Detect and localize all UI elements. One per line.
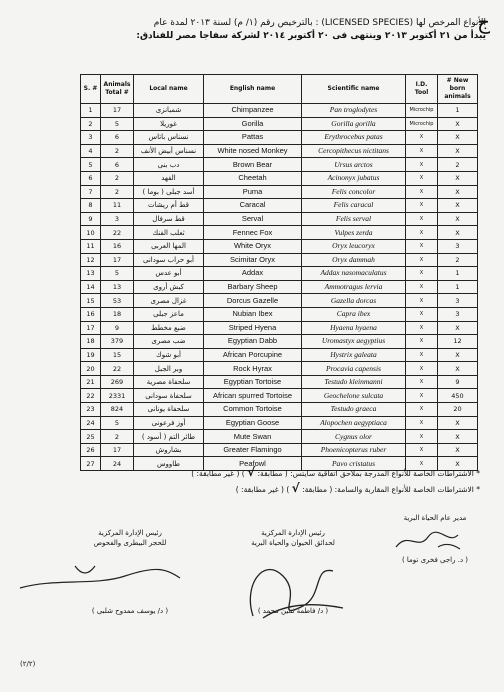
cell-sno: 9: [81, 212, 101, 226]
cell-english-name: Chimpanzee: [204, 104, 302, 118]
cell-english-name: Nubian Ibex: [204, 307, 302, 321]
cell-id-tool: Microchip: [406, 117, 438, 131]
cell-local-name: سلحفاة سودانى: [134, 389, 204, 403]
cell-id-tool: X: [406, 253, 438, 267]
cell-sno: 13: [81, 267, 101, 281]
cell-id-tool: X: [406, 199, 438, 213]
cell-scientific-name: Alopochen aegyptiaca: [302, 416, 406, 430]
table-row: [81, 294, 478, 308]
signer-title: رئيس الإدارة المركزية: [98, 529, 162, 537]
cell-sno: 20: [81, 362, 101, 376]
table-row: [81, 389, 478, 403]
cell-id-tool: X: [406, 131, 438, 145]
cell-scientific-name: Addax nasomaculatus: [302, 267, 406, 281]
cell-animals-total: 24: [101, 457, 134, 471]
cell-id-tool: X: [406, 280, 438, 294]
cell-animals-total: 2: [101, 171, 134, 185]
cell-english-name: Serval: [204, 212, 302, 226]
cell-local-name: سلحفاة مصرية: [134, 375, 204, 389]
cell-id-tool: X: [406, 239, 438, 253]
cell-english-name: Barbary Sheep: [204, 280, 302, 294]
cell-newborn: X: [438, 185, 478, 199]
cell-local-name: طاووس: [134, 457, 204, 471]
cell-local-name: غوريلا: [134, 117, 204, 131]
cell-sno: 14: [81, 280, 101, 294]
cell-english-name: Striped Hyena: [204, 321, 302, 335]
table-row: [81, 335, 478, 349]
handwritten-signature: [388, 527, 478, 555]
cell-newborn: X: [438, 416, 478, 430]
cell-local-name: ماعز جبلى: [134, 307, 204, 321]
cell-animals-total: 5: [101, 267, 134, 281]
cell-english-name: White Oryx: [204, 239, 302, 253]
cell-sno: 1: [81, 104, 101, 118]
cell-sno: 17: [81, 321, 101, 335]
table-row: [81, 348, 478, 362]
cell-id-tool: X: [406, 389, 438, 403]
table-row: [81, 171, 478, 185]
cell-sno: 6: [81, 171, 101, 185]
cell-newborn: X: [438, 171, 478, 185]
cell-scientific-name: Cercopithecus nictitans: [302, 144, 406, 158]
cell-newborn: 1: [438, 267, 478, 281]
cell-local-name: سلحفاة يونانى: [134, 403, 204, 417]
cell-english-name: African spurred Tortoise: [204, 389, 302, 403]
note-similar: * الاشتراطات الخاصة للأنواع المقاربة والسامة: ( مطابقة: √ ) ( غير مطابقة: ): [235, 481, 480, 495]
cell-scientific-name: Phoenicopterus ruber: [302, 443, 406, 457]
cell-newborn: X: [438, 321, 478, 335]
cell-local-name: طائر التم ( أسود ): [134, 430, 204, 444]
cell-newborn: X: [438, 117, 478, 131]
checkmark-icon: √: [247, 465, 256, 479]
table-row: [81, 199, 478, 213]
cell-newborn: X: [438, 457, 478, 471]
cell-sno: 23: [81, 403, 101, 417]
col-header-scientific-name: Scientific name: [302, 75, 406, 104]
table-row: [81, 280, 478, 294]
cell-animals-total: 22: [101, 362, 134, 376]
table-row: [81, 185, 478, 199]
cell-sno: 24: [81, 416, 101, 430]
header-line-2: يبدأ من ٢١ أكتوبر ٢٠١٣ وينتهى فى ٢٠ أكتوبر ٢٠١٤ لشركة سفاجا مصر للفنادق:: [136, 31, 486, 41]
cell-id-tool: X: [406, 144, 438, 158]
signature-block-wildlife-director: [380, 513, 490, 565]
cell-scientific-name: Hystrix galeata: [302, 348, 406, 362]
cell-animals-total: 17: [101, 104, 134, 118]
cell-english-name: Dorcus Gazelle: [204, 294, 302, 308]
cell-id-tool: Microchip: [406, 104, 438, 118]
checkmark-icon: √: [291, 481, 300, 495]
cell-english-name: Brown Bear: [204, 158, 302, 172]
cell-local-name: الفهد: [134, 171, 204, 185]
cell-sno: 18: [81, 335, 101, 349]
cell-local-name: غزال مصرى: [134, 294, 204, 308]
table-row: [81, 239, 478, 253]
cell-english-name: Rock Hyrax: [204, 362, 302, 376]
cell-english-name: African Porcupine: [204, 348, 302, 362]
cell-newborn: X: [438, 362, 478, 376]
cell-english-name: Cheetah: [204, 171, 302, 185]
cell-local-name: المها العربى: [134, 239, 204, 253]
cell-sno: 5: [81, 158, 101, 172]
cell-id-tool: X: [406, 403, 438, 417]
cell-id-tool: X: [406, 212, 438, 226]
cell-animals-total: 22: [101, 226, 134, 240]
cell-sno: 2: [81, 117, 101, 131]
cell-animals-total: 2: [101, 144, 134, 158]
cell-sno: 3: [81, 131, 101, 145]
cell-animals-total: 5: [101, 416, 134, 430]
conditions-notes: [120, 465, 480, 497]
cell-id-tool: X: [406, 321, 438, 335]
cell-sno: 19: [81, 348, 101, 362]
table-row: [81, 117, 478, 131]
cell-local-name: وبر الجبل: [134, 362, 204, 376]
cell-sno: 21: [81, 375, 101, 389]
cell-animals-total: 379: [101, 335, 134, 349]
table-row: [81, 416, 478, 430]
cell-animals-total: 269: [101, 375, 134, 389]
cell-animals-total: 2: [101, 185, 134, 199]
cell-animals-total: 13: [101, 280, 134, 294]
cell-id-tool: X: [406, 307, 438, 321]
cell-english-name: White nosed Monkey: [204, 144, 302, 158]
cell-scientific-name: Felis caracal: [302, 199, 406, 213]
cell-scientific-name: Acinonyx jubatus: [302, 171, 406, 185]
cell-id-tool: X: [406, 158, 438, 172]
cell-animals-total: 6: [101, 131, 134, 145]
cell-id-tool: X: [406, 171, 438, 185]
cell-english-name: Egyptian Dabb: [204, 335, 302, 349]
cell-local-name: نسناس أبيض الأنف: [134, 144, 204, 158]
table-row: [81, 403, 478, 417]
signer-title: مدير عام الحياة البرية: [403, 514, 467, 522]
cell-sno: 16: [81, 307, 101, 321]
table-row: [81, 104, 478, 118]
cell-scientific-name: Testudo graeca: [302, 403, 406, 417]
cell-scientific-name: Oryx leucoryx: [302, 239, 406, 253]
cell-scientific-name: Felis serval: [302, 212, 406, 226]
cell-local-name: قط أم ريشات: [134, 199, 204, 213]
cell-local-name: بشاروش: [134, 443, 204, 457]
signer-name: ( د/ يوسف ممدوح شلبى ): [91, 607, 169, 615]
species-table: [80, 74, 478, 471]
cell-scientific-name: Ammotragus lervia: [302, 280, 406, 294]
cell-english-name: Egyptian Goose: [204, 416, 302, 430]
cell-scientific-name: Gorilla gorilla: [302, 117, 406, 131]
cell-sno: 25: [81, 430, 101, 444]
cell-newborn: 450: [438, 389, 478, 403]
cell-english-name: Caracal: [204, 199, 302, 213]
cell-newborn: 1: [438, 104, 478, 118]
table-row: [81, 226, 478, 240]
cell-scientific-name: Felis concolor: [302, 185, 406, 199]
cell-english-name: Peafowl: [204, 457, 302, 471]
cell-newborn: 3: [438, 239, 478, 253]
cell-animals-total: 824: [101, 403, 134, 417]
table-row: [81, 321, 478, 335]
cell-sno: 12: [81, 253, 101, 267]
table-row: [81, 131, 478, 145]
cell-scientific-name: Testudo kleinmanni: [302, 375, 406, 389]
cell-newborn: X: [438, 443, 478, 457]
cell-id-tool: X: [406, 430, 438, 444]
col-header-newborn: # New born animals: [438, 75, 478, 104]
cell-local-name: أبو عدس: [134, 267, 204, 281]
corner-handwritten-mark: ج: [477, 10, 490, 34]
cell-local-name: أبو حراب سودانى: [134, 253, 204, 267]
cell-english-name: Pattas: [204, 131, 302, 145]
table-header-row: [81, 75, 478, 104]
cell-sno: 10: [81, 226, 101, 240]
document-header: [14, 17, 486, 43]
cell-newborn: 1: [438, 280, 478, 294]
note-cites: * الاشتراطات الخاصة للأنواع المدرجة بملاحق اتفاقية سايتس: ( مطابقة: √ ) ( غير مطابقة: ): [191, 465, 480, 479]
cell-local-name: أوز فرعونى: [134, 416, 204, 430]
cell-scientific-name: Vulpes zerda: [302, 226, 406, 240]
cell-animals-total: 18: [101, 307, 134, 321]
cell-english-name: Scimitar Oryx: [204, 253, 302, 267]
table-row: [81, 158, 478, 172]
header-line-1: الأنواع المرخص لها (LICENSED SPECIES) : بالترخيص رقم (١/ م) لسنة ٢٠١٣ لمدة عام: [153, 18, 486, 28]
cell-animals-total: 3: [101, 212, 134, 226]
table-row: [81, 307, 478, 321]
cell-english-name: Addax: [204, 267, 302, 281]
cell-sno: 4: [81, 144, 101, 158]
col-header-english-name: English name: [204, 75, 302, 104]
cell-animals-total: 53: [101, 294, 134, 308]
cell-newborn: 2: [438, 253, 478, 267]
cell-newborn: 12: [438, 335, 478, 349]
cell-scientific-name: Pavo cristatus: [302, 457, 406, 471]
cell-animals-total: 9: [101, 321, 134, 335]
signature-block-zoo-wildlife: [228, 528, 358, 616]
table-row: [81, 144, 478, 158]
cell-sno: 8: [81, 199, 101, 213]
cell-scientific-name: Uromastyx aegyptius: [302, 335, 406, 349]
cell-id-tool: X: [406, 416, 438, 430]
table-row: [81, 430, 478, 444]
cell-newborn: X: [438, 199, 478, 213]
table-row: [81, 443, 478, 457]
cell-scientific-name: Procavia capensis: [302, 362, 406, 376]
cell-newborn: 9: [438, 375, 478, 389]
cell-newborn: X: [438, 226, 478, 240]
cell-sno: 27: [81, 457, 101, 471]
signer-title-2: لحدائق الحيوان والحياة البرية: [251, 539, 335, 547]
cell-scientific-name: Erythrocebus patas: [302, 131, 406, 145]
note-similar-tail: ) ( غير مطابقة: ): [235, 485, 290, 494]
col-header-id-tool: I.D. Tool: [406, 75, 438, 104]
cell-english-name: Common Tortoise: [204, 403, 302, 417]
cell-animals-total: 16: [101, 239, 134, 253]
cell-newborn: X: [438, 430, 478, 444]
cell-animals-total: 17: [101, 253, 134, 267]
signer-name: ( د. راجى فخرى توما ): [401, 556, 469, 564]
cell-english-name: Fennec Fox: [204, 226, 302, 240]
cell-id-tool: X: [406, 375, 438, 389]
cell-animals-total: 11: [101, 199, 134, 213]
cell-sno: 22: [81, 389, 101, 403]
cell-sno: 15: [81, 294, 101, 308]
cell-animals-total: 5: [101, 117, 134, 131]
cell-animals-total: 15: [101, 348, 134, 362]
cell-newborn: 2: [438, 158, 478, 172]
cell-local-name: دب بنى: [134, 158, 204, 172]
cell-local-name: ضب مصرى: [134, 335, 204, 349]
cell-local-name: كبش أروى: [134, 280, 204, 294]
signer-title-2: للحجر البيطرى والفحوص: [93, 539, 167, 547]
table-row: [81, 375, 478, 389]
cell-local-name: قط سرفال: [134, 212, 204, 226]
table-row: [81, 212, 478, 226]
cell-newborn: X: [438, 131, 478, 145]
col-header-animals-total: Animals Total #: [101, 75, 134, 104]
signer-name: ( د/ فاطمة ثمين محمد ): [257, 607, 329, 615]
cell-english-name: Egyptian Tortoise: [204, 375, 302, 389]
cell-scientific-name: Geochelone sulcata: [302, 389, 406, 403]
cell-id-tool: X: [406, 294, 438, 308]
cell-id-tool: X: [406, 226, 438, 240]
cell-local-name: أسد جبلى ( بوما ): [134, 185, 204, 199]
cell-newborn: X: [438, 348, 478, 362]
col-header-sno: S. #: [81, 75, 101, 104]
table-row: [81, 253, 478, 267]
cell-english-name: Greater Flamingo: [204, 443, 302, 457]
cell-animals-total: 6: [101, 158, 134, 172]
cell-english-name: Puma: [204, 185, 302, 199]
cell-english-name: Mute Swan: [204, 430, 302, 444]
note-similar-text: الاشتراطات الخاصة للأنواع المقاربة والسامة: ( مطابقة:: [302, 485, 474, 494]
cell-scientific-name: Cygnus olor: [302, 430, 406, 444]
cell-scientific-name: Ursus arctos: [302, 158, 406, 172]
cell-scientific-name: Hyaena hyaena: [302, 321, 406, 335]
cell-scientific-name: Oryx dammah: [302, 253, 406, 267]
signature-block-vet-quarantine: [70, 528, 190, 616]
col-header-local-name: Local name: [134, 75, 204, 104]
cell-id-tool: X: [406, 362, 438, 376]
cell-id-tool: X: [406, 335, 438, 349]
cell-animals-total: 2331: [101, 389, 134, 403]
cell-id-tool: X: [406, 267, 438, 281]
cell-newborn: 3: [438, 307, 478, 321]
cell-scientific-name: Pan troglodytes: [302, 104, 406, 118]
cell-sno: 11: [81, 239, 101, 253]
cell-scientific-name: Gazella dorcas: [302, 294, 406, 308]
cell-newborn: X: [438, 144, 478, 158]
cell-local-name: نسناس باتاس: [134, 131, 204, 145]
cell-sno: 26: [81, 443, 101, 457]
cell-id-tool: X: [406, 457, 438, 471]
table-row: [81, 267, 478, 281]
cell-newborn: 3: [438, 294, 478, 308]
cell-animals-total: 17: [101, 443, 134, 457]
cell-newborn: X: [438, 212, 478, 226]
cell-local-name: شمبانزى: [134, 104, 204, 118]
cell-id-tool: X: [406, 443, 438, 457]
cell-animals-total: 2: [101, 430, 134, 444]
signer-title: رئيس الإدارة المركزية: [261, 529, 325, 537]
cell-newborn: 20: [438, 403, 478, 417]
handwritten-signature: [233, 546, 353, 626]
cell-scientific-name: Capra ibex: [302, 307, 406, 321]
cell-id-tool: X: [406, 348, 438, 362]
handwritten-signature: [15, 558, 185, 598]
note-cites-tail: ) ( غير مطابقة: ): [191, 469, 245, 478]
note-cites-text: الاشتراطات الخاصة للأنواع المدرجة بملاحق اتفاقية سايتس: ( مطابقة:: [257, 469, 474, 478]
table-row: [81, 362, 478, 376]
cell-local-name: ضبع مخطط: [134, 321, 204, 335]
cell-sno: 7: [81, 185, 101, 199]
cell-local-name: ثعلب الفنك: [134, 226, 204, 240]
page-number: (٢/٢): [20, 660, 36, 668]
cell-local-name: أبو شوك: [134, 348, 204, 362]
cell-id-tool: X: [406, 185, 438, 199]
cell-english-name: Gorilla: [204, 117, 302, 131]
